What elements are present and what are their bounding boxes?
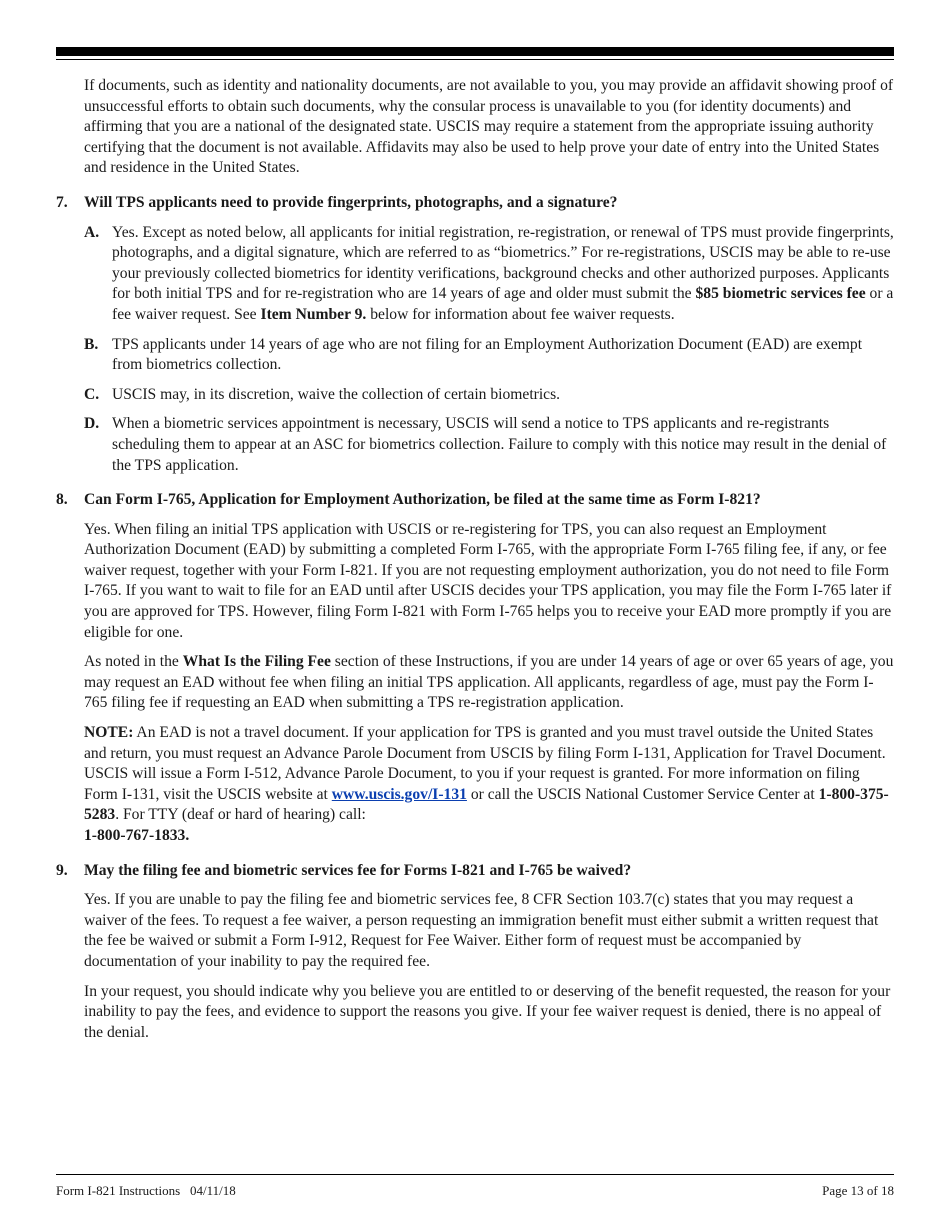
item-text: USCIS may, in its discretion, waive the collection of certain biometrics. (112, 385, 561, 403)
q7-item-d (56, 414, 894, 476)
paragraph-text: As noted in the (84, 653, 183, 671)
item-text: below for information about fee waiver requests. (366, 305, 675, 323)
question-7-heading (56, 193, 894, 214)
item-letter: D. (84, 415, 100, 433)
page-number: Page 13 of 18 (822, 1183, 894, 1198)
note-text: An EAD is not a travel document. If your application for TPS is granted and you must travel outside the United States and return, you must request an Advance Parole Document from USCIS by filing Form I-131, Application for Travel Document. USCIS will issue a Form I-512, Advance Parole Document, to you if your request is granted. For more information on filing Form I-131, visit the USCIS website at (84, 724, 886, 803)
question-text: Can Form I-765, Application for Employment Authorization, be filed at the same time as Form I-821? (84, 491, 761, 509)
item-letter: B. (84, 335, 99, 353)
form-edition: Form I-821 Instructions 04/11/18 (56, 1183, 236, 1198)
uscis-i131-link[interactable]: www.uscis.gov/I-131 (331, 785, 467, 803)
note-text: . For TTY (deaf or hard of hearing) call: (115, 806, 366, 824)
header-rule-thin (56, 59, 894, 60)
question-8-heading (56, 490, 894, 511)
q7-item-c (56, 385, 894, 406)
page-content (56, 76, 894, 1052)
q8-paragraph-1: Yes. When filing an initial TPS application with USCIS or re-registering for TPS, you can also request an Employment Authorization Document (EAD) by submitting a completed Form I-765, with the appropriate Form I-765 filing fee, if any, or fee waiver request, together with your Form I-821. If you are not requesting employment authorization, you do not need to file Form I-765. If you want to wait to file for an EAD until after USCIS decides your TPS application, you may file the Form I-765 later if you are approved for TPS. However, filing Form I-821 with Form I-765 helps you to receive your EAD more promptly if you are eligible for one. (84, 520, 892, 641)
footer-rule (56, 1174, 894, 1175)
q8-note (84, 723, 894, 847)
ncsc-phone-number: 1-800-375-5283 (84, 785, 889, 824)
item-letter: A. (84, 223, 100, 241)
intro-paragraph: If documents, such as identity and nationality documents, are not available to you, you may provide an affidavit showing proof of unsuccessful efforts to obtain such documents, why the consular process is unavailable to you (for identity documents) and affirming that you are a national of the designated state. USCIS may require a statement from the appropriate issuing authority certifying that the document is not available. Affidavits may also be used to help prove your date of entry into the United States and residence in the United States. (84, 77, 894, 177)
question-9-heading (56, 861, 894, 882)
biometric-fee-emphasis: $85 biometric services fee (695, 285, 866, 303)
question-text: Will TPS applicants need to provide fingerprints, photographs, and a signature? (84, 193, 618, 211)
question-text: May the filing fee and biometric services fee for Forms I-821 and I-765 be waived? (84, 861, 632, 879)
item-number-reference: Item Number 9. (260, 305, 367, 323)
q8-paragraph-2 (84, 652, 894, 714)
question-number: 8. (56, 491, 68, 509)
q9-paragraph-1: Yes. If you are unable to pay the filing fee and biometric services fee, 8 CFR Section 103.7(c) states that you may request a waiver of the fees. To request a fee waiver, a person requesting an immigration benefit must either submit a written request that the fee be waived or submit a Form I-912, Request for Fee Waiver. Either form of request must be accompanied by documentation of your inability to pay the required fee. (84, 891, 879, 970)
item-text: Yes. Except as noted below, all applicants for initial registration, re-registration, or renewal of TPS must provide fingerprints, photographs, and a digital signature, which are referred to as “biometrics.” For re-registrations, USCIS may be able to re-use your previously collected biometrics for identity verifications, background checks and other authorized purposes. Applicants for both initial TPS and for re-registration who are 14 years of age and older must submit the (112, 223, 894, 303)
paragraph-text: section of these Instructions, if you are under 14 years of age or over 65 years of age, you may request an EAD without fee when filing an initial TPS application. All applicants, regardless of age, must pay the Form I-765 filing fee if requesting an EAD when submitting a TPS re-registration application. (84, 653, 894, 712)
q7-item-b (56, 335, 894, 376)
question-number: 9. (56, 861, 68, 879)
tty-phone-number: 1-800-767-1833. (84, 827, 190, 844)
header-rule-thick (56, 47, 894, 56)
q7-item-a (56, 223, 894, 326)
item-text: When a biometric services appointment is necessary, USCIS will send a notice to TPS applicants and re-registrants scheduling them to appear at an ASC for biometrics collection. Failure to comply with this notice may result in the denial of the TPS application. (112, 415, 887, 474)
note-label: NOTE: (84, 724, 134, 742)
item-letter: C. (84, 385, 100, 403)
item-text: or a fee waiver request. See (112, 285, 894, 323)
item-text: TPS applicants under 14 years of age who are not filing for an Employment Authorization Document (EAD) are exempt from biometrics collection. (112, 335, 863, 374)
section-reference: What Is the Filing Fee (182, 653, 331, 671)
q9-paragraph-2: In your request, you should indicate why you believe you are entitled to or deserving of the benefit requested, the reason for your inability to pay the fees, and evidence to support the reasons you give. If your fee waiver request is denied, there is no appeal of the denial. (84, 982, 891, 1041)
question-number: 7. (56, 193, 68, 211)
note-text: or call the USCIS National Customer Service Center at (466, 785, 819, 803)
